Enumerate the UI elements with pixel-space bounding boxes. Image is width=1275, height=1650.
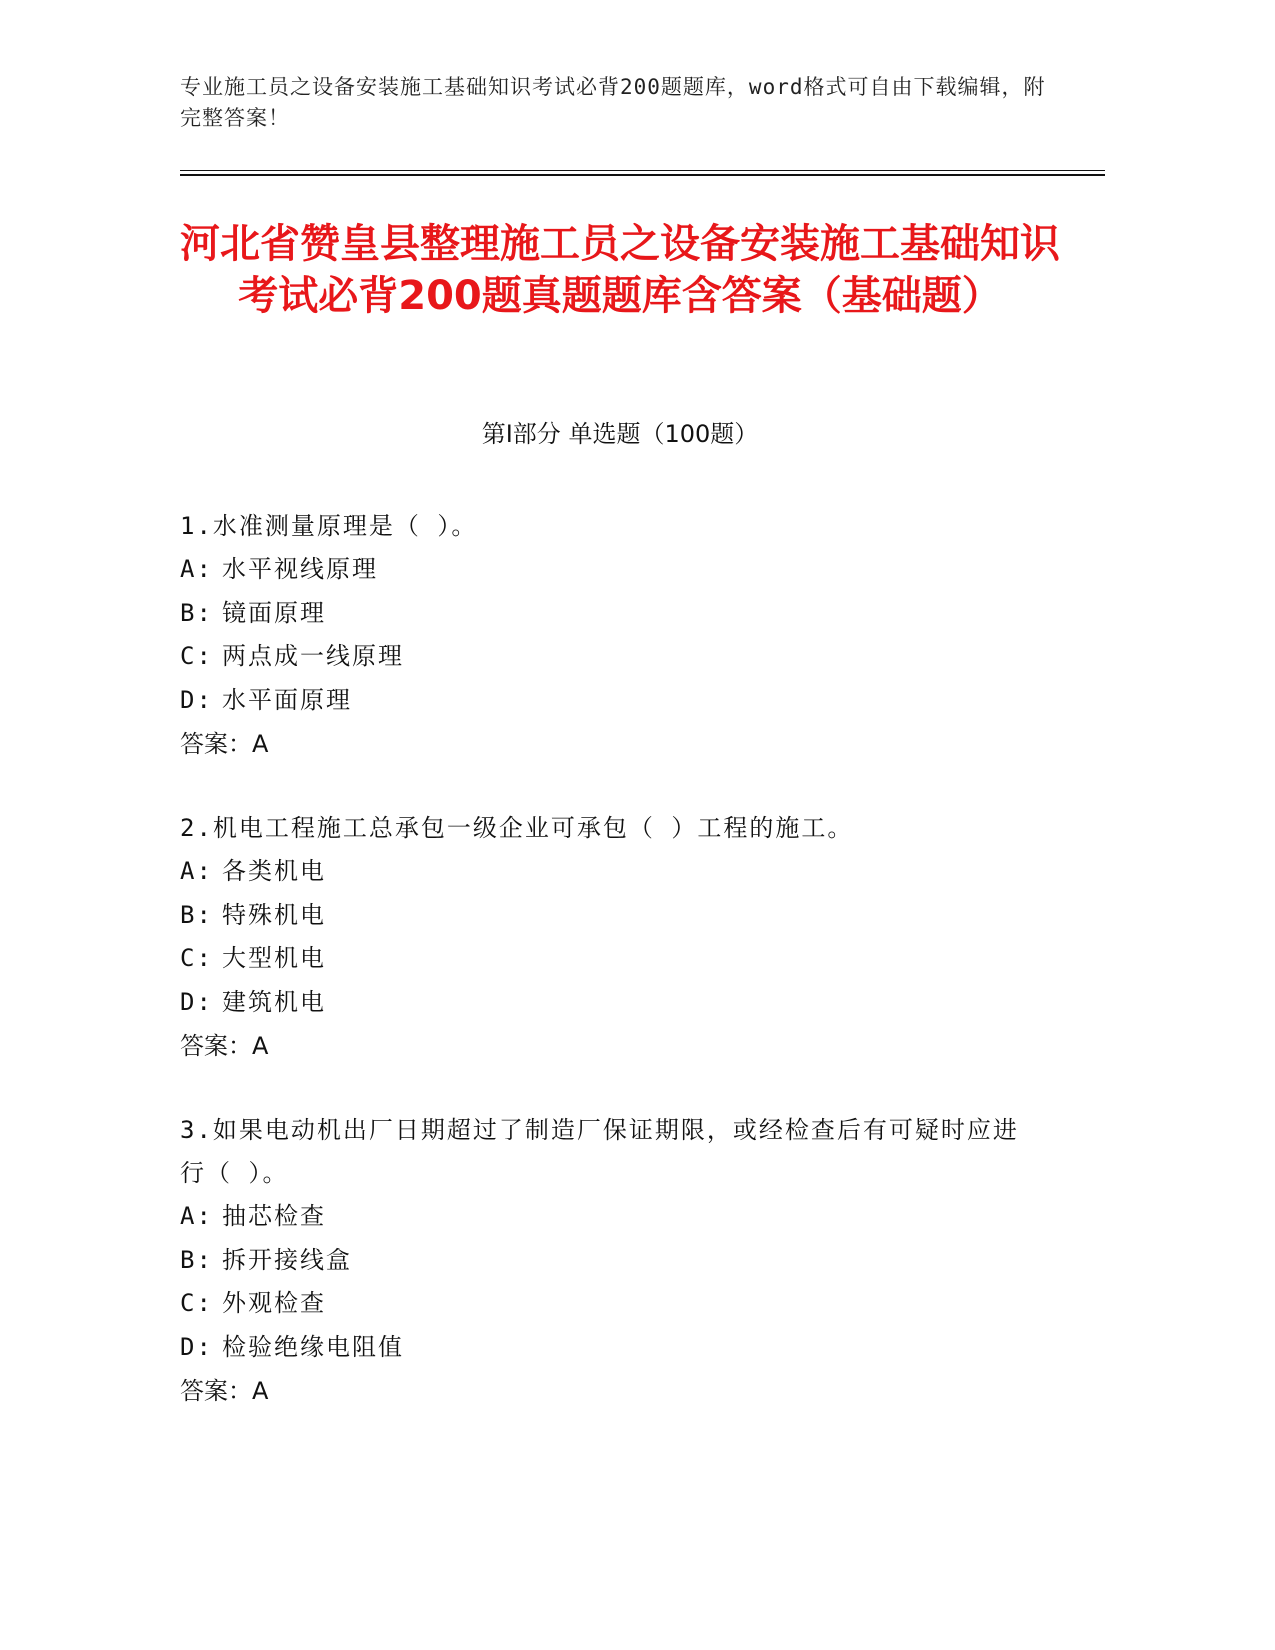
option-b [180, 894, 1080, 938]
question-3 [180, 1109, 1080, 1413]
option-c [180, 937, 1080, 981]
header-divider-thick [180, 174, 1105, 176]
option-text: 各类机电 [222, 857, 326, 885]
option-letter: A: [180, 1202, 213, 1230]
option-a [180, 1195, 1080, 1239]
option-text: 水平面原理 [222, 685, 352, 714]
option-text: 镜面原理 [222, 598, 326, 627]
question-list [180, 505, 1080, 1454]
option-letter: D: [180, 987, 213, 1016]
option-text: 外观检查 [222, 1289, 326, 1317]
option-text: 抽芯检查 [222, 1202, 326, 1230]
option-text: 特殊机电 [222, 900, 326, 929]
option-letter: B: [180, 900, 213, 929]
option-d [180, 981, 1080, 1025]
question-1 [180, 505, 1080, 766]
option-text: 检验绝缘电阻值 [222, 1332, 404, 1361]
option-text: 大型机电 [222, 944, 326, 972]
header-note: 专业施工员之设备安装施工基础知识考试必背200题题库，word格式可自由下载编辑，附完整答案！ [180, 75, 1046, 130]
option-b [180, 1239, 1080, 1283]
option-c [180, 1282, 1080, 1326]
question-stem: 2.机电工程施工总承包一级企业可承包（ ）工程的施工。 [180, 814, 854, 842]
answer-line: 答案：A [180, 1377, 269, 1405]
question-2 [180, 807, 1080, 1068]
section-title: 第Ⅰ部分 单选题（100题） [481, 420, 759, 448]
option-text: 水平视线原理 [222, 555, 378, 583]
option-text: 建筑机电 [222, 987, 326, 1016]
question-stem: 3.如果电动机出厂日期超过了制造厂保证期限，或经检查后有可疑时应进行（ ）。 [180, 1116, 1019, 1187]
option-a [180, 850, 1080, 894]
option-a [180, 548, 1080, 592]
option-letter: C: [180, 642, 213, 670]
option-text: 两点成一线原理 [222, 642, 404, 670]
answer-line: 答案：A [180, 1032, 269, 1060]
option-letter: A: [180, 555, 213, 583]
option-d [180, 679, 1080, 723]
answer-line: 答案：A [180, 730, 269, 758]
document-title: 河北省赞皇县整理施工员之设备安装施工基础知识考试必背200题真题题库含答案（基础题） [180, 221, 1060, 319]
option-letter: C: [180, 1289, 213, 1317]
header-divider-thin [180, 170, 1105, 171]
question-stem: 1.水准测量原理是（ ）。 [180, 512, 478, 540]
option-letter: D: [180, 1332, 213, 1361]
option-letter: B: [180, 1245, 213, 1274]
option-letter: A: [180, 857, 213, 885]
option-text: 拆开接线盒 [222, 1245, 352, 1274]
option-letter: D: [180, 685, 213, 714]
option-letter: B: [180, 598, 213, 627]
option-c [180, 635, 1080, 679]
option-letter: C: [180, 944, 213, 972]
option-b [180, 592, 1080, 636]
option-d [180, 1326, 1080, 1370]
